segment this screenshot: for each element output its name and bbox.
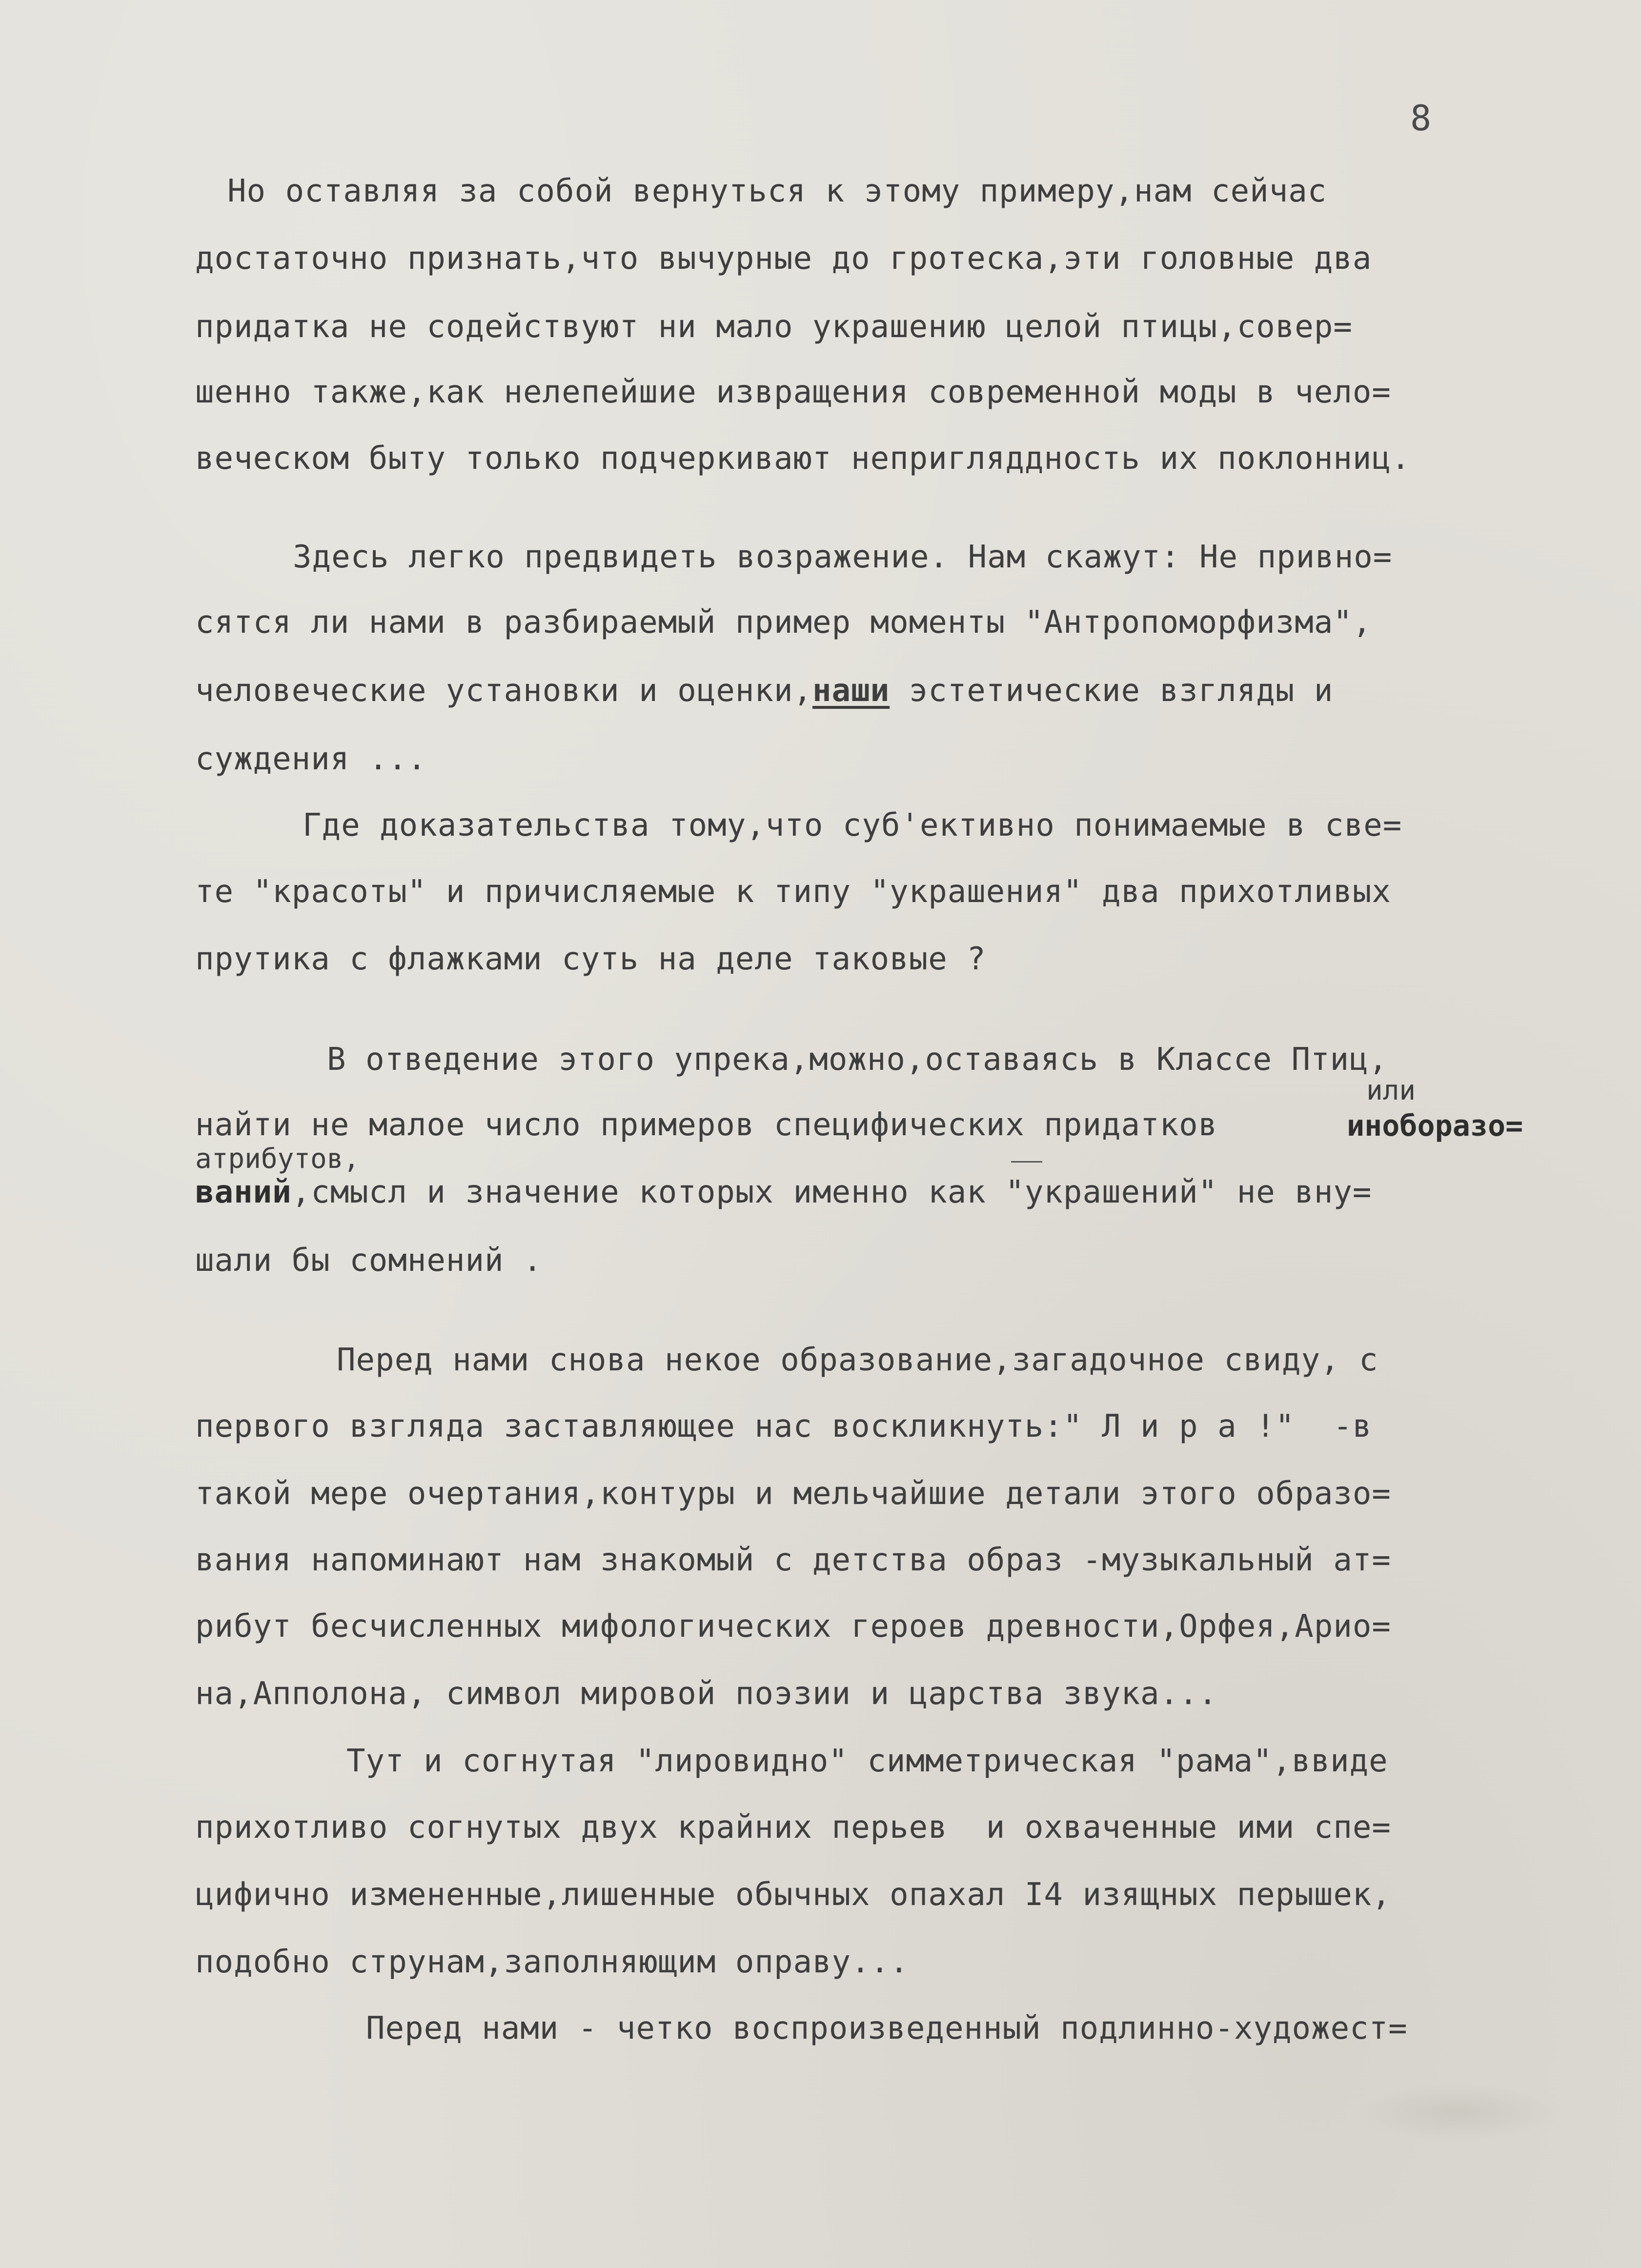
text-line-with-underline: [195, 673, 1334, 709]
text-line: Перед нами - четко воспроизведенный подлинно-художест=: [366, 2010, 1408, 2047]
text-line: достаточно признать,что вычурные до гротеска,эти головные два: [195, 241, 1372, 277]
text-line: те "красоты" и причисляемые к типу "украшения" два прихотливых: [195, 874, 1391, 910]
text-line: суждения ...: [195, 741, 427, 777]
text-line: придатка не содействуют ни мало украшению целой птицы,совер=: [195, 309, 1353, 345]
text-line: веческом быту только подчеркивают непригляддность их поклонниц.: [195, 441, 1411, 477]
text-line: подобно струнам,заполняющим оправу...: [195, 1944, 909, 1980]
text-line: Перед нами снова некое образование,загадочное свиду, с: [337, 1342, 1378, 1378]
text-line: цифично измененные,лишенные обычных опахал I4 изящных перышек,: [195, 1877, 1391, 1913]
inserted-word-above: или: [1366, 1075, 1416, 1106]
text-line: Здесь легко предвидеть возражение. Нам скажут: Не привно=: [293, 539, 1393, 575]
text-line: найти не малое число примеров специфических придатков: [195, 1107, 1218, 1143]
text-line: Тут и согнутая "лировидно" симметрическая "рама",ввиде: [346, 1743, 1388, 1779]
underlined-word: наши: [812, 673, 890, 709]
text-line: прутика с флажками суть на деле таковые ?: [195, 941, 986, 977]
text-line: прихотливо согнутых двух крайних перьев и охваченные ими спе=: [195, 1809, 1391, 1846]
text-line: первого взгляда заставляющее нас воскликнуть:" Л и р а !" -в: [195, 1408, 1372, 1445]
text-segment: эстетические взгляды и: [890, 673, 1334, 709]
struck-through-text: иноборазо=: [1347, 1109, 1523, 1143]
text-line: вания напоминают нам знакомый с детства образ -музыкальный ат=: [195, 1542, 1391, 1578]
text-line: шали бы сомнений .: [195, 1243, 543, 1279]
text-line: шенно также,как нелепейшие извращения современной моды в чело=: [195, 374, 1391, 410]
text-line-with-strike: [195, 1174, 1372, 1210]
text-line: такой мере очертания,контуры и мельчайшие детали этого образо=: [195, 1476, 1391, 1512]
text-line: Но оставляя за собой вернуться к этому примеру,нам сейчас: [227, 173, 1327, 209]
page-number: 8: [1410, 98, 1432, 139]
text-segment: человеческие установки и оценки,: [195, 673, 812, 709]
text-line: рибут бесчисленных мифологических героев древности,Орфея,Арио=: [195, 1608, 1391, 1645]
inserted-word-below: атрибутов,: [195, 1143, 360, 1175]
text-line: на,Апполона, символ мировой поэзии и царства звука...: [195, 1676, 1218, 1712]
paper-smudge: [1357, 2083, 1561, 2142]
struck-through-word: ваний: [195, 1174, 292, 1210]
text-line: Где доказательства тому,что суб'ективно понимаемые в све=: [303, 807, 1402, 843]
text-line: В отведение этого упрека,можно,оставаясь в Классе Птиц,: [327, 1042, 1388, 1078]
text-segment: ,смысл и значение которых именно как "украшений" не вну=: [291, 1174, 1372, 1210]
text-line: сятся ли нами в разбираемый пример моменты "Антропоморфизма",: [195, 604, 1372, 641]
insertion-mark: [1011, 1161, 1042, 1163]
